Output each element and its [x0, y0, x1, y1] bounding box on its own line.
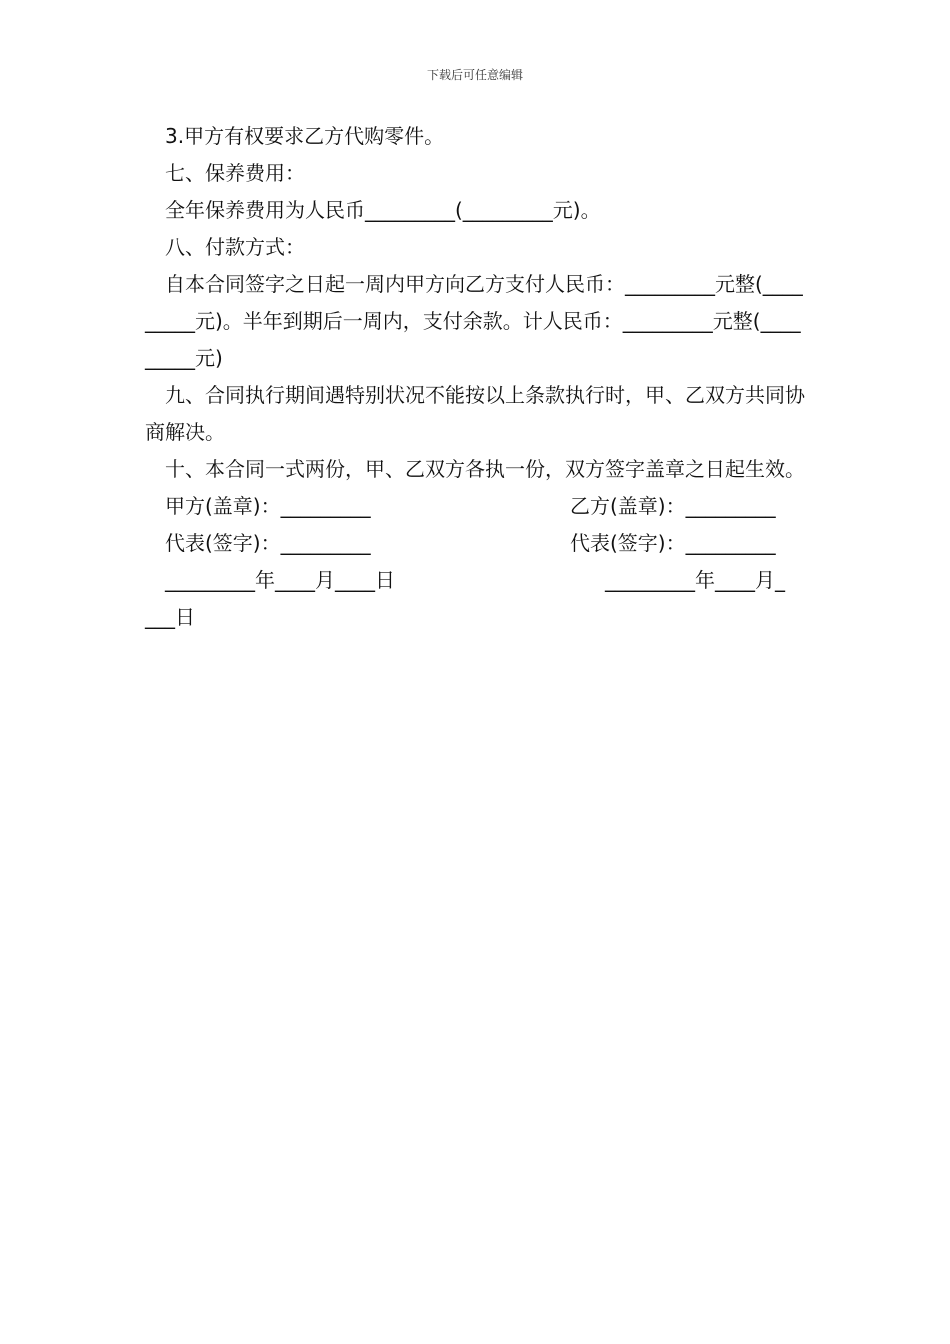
- section-7-body: 全年保养费用为人民币_________(_________元)。: [165, 198, 601, 222]
- section-9: 九、合同执行期间遇特别状况不能按以上条款执行时，甲、乙双方共同协商解决。: [145, 383, 805, 444]
- party-b-representative: 代表(签字)：_________: [570, 531, 776, 555]
- clause-3: 3.甲方有权要求乙方代购零件。: [165, 124, 445, 148]
- header-note: 下载后可任意编辑: [426, 68, 523, 82]
- party-b-seal: 乙方(盖章)：_________: [570, 494, 776, 518]
- seal-row: [145, 488, 810, 525]
- party-a-representative: 代表(签字)：_________: [165, 531, 371, 555]
- party-b-date: _________年____月_: [605, 568, 785, 592]
- representative-row: [145, 525, 810, 562]
- section-7-title: 七、保养费用：: [165, 161, 305, 185]
- date-row: [145, 562, 810, 599]
- contract-body: [145, 118, 810, 636]
- party-a-seal: 甲方(盖章)：_________: [165, 494, 371, 518]
- party-a-date: _________年____月____日: [165, 568, 395, 592]
- section-8-title: 八、付款方式：: [165, 235, 305, 259]
- section-8-body: 自本合同签字之日起一周内甲方向乙方支付人民币：_________元整(_________元)。半年到期后一周内，支付余款。计人民币：_________元整(_________元): [145, 272, 803, 370]
- party-b-date-continued: ___日: [145, 605, 195, 629]
- section-10: 十、本合同一式两份，甲、乙双方各执一份，双方签字盖章之日起生效。: [165, 457, 805, 481]
